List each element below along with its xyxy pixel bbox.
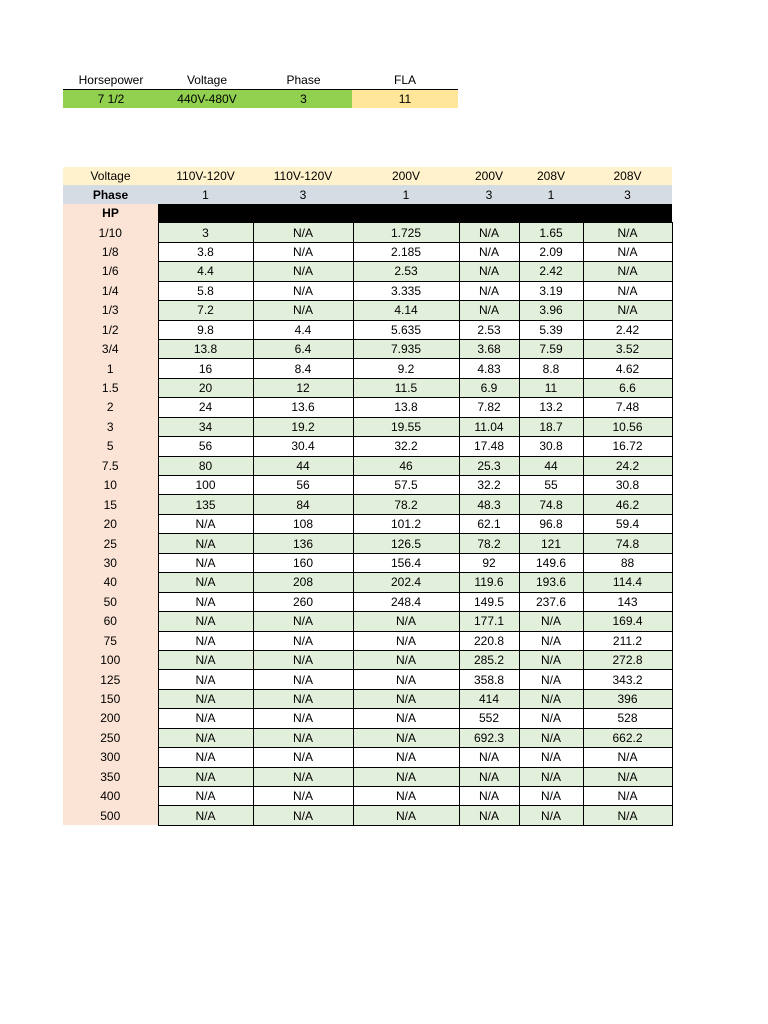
fla-value-cell: N/A	[253, 670, 353, 689]
hp-cell: 5	[63, 437, 158, 456]
fla-value-cell: 208	[253, 573, 353, 592]
table-row	[63, 476, 672, 495]
fla-header: FLA	[352, 71, 458, 90]
fla-value-cell: N/A	[158, 573, 253, 592]
fla-value-cell: N/A	[158, 689, 253, 708]
fla-value-cell: 2.53	[459, 320, 519, 339]
fla-value-cell: N/A	[253, 223, 353, 242]
fla-value-cell: N/A	[519, 631, 583, 650]
fla-value-cell: 114.4	[583, 573, 672, 592]
fla-value-cell: N/A	[158, 709, 253, 728]
fla-value-cell: 74.8	[583, 534, 672, 553]
fla-value-cell: 55	[519, 476, 583, 495]
fla-value-cell: 78.2	[353, 495, 459, 514]
fla-value-cell: N/A	[459, 281, 519, 300]
table-row	[63, 339, 672, 358]
table-row	[63, 495, 672, 514]
fla-value-cell: N/A	[353, 650, 459, 669]
fla-value-cell: N/A	[583, 281, 672, 300]
hp-cell: 40	[63, 573, 158, 592]
fla-value-cell: 84	[253, 495, 353, 514]
hp-cell: 2	[63, 398, 158, 417]
fla-value-cell: 4.4	[253, 320, 353, 339]
hp-cell: 20	[63, 514, 158, 533]
table-row	[63, 650, 672, 669]
fla-value-cell: 6.6	[583, 378, 672, 397]
fla-value-cell: 16.72	[583, 437, 672, 456]
fla-value-cell: 19.55	[353, 417, 459, 436]
fla-value-cell: 30.8	[519, 437, 583, 456]
fla-value-cell: N/A	[583, 262, 672, 281]
fla-value-cell: 108	[253, 514, 353, 533]
fla-value-cell: 2.42	[583, 320, 672, 339]
hp-cell: 10	[63, 476, 158, 495]
fla-value-cell: N/A	[253, 281, 353, 300]
table-row	[63, 262, 672, 281]
horsepower-input-cell[interactable]: 7 1/2	[63, 90, 159, 109]
fla-value-cell: 169.4	[583, 612, 672, 631]
fla-value-cell: N/A	[459, 262, 519, 281]
voltage-col-6: 208V	[583, 167, 672, 185]
fla-value-cell: 80	[158, 456, 253, 475]
horsepower-header: Horsepower	[63, 71, 159, 90]
hp-cell: 7.5	[63, 456, 158, 475]
fla-value-cell: N/A	[158, 592, 253, 611]
fla-value-cell: 5.39	[519, 320, 583, 339]
fla-value-cell: N/A	[253, 767, 353, 786]
fla-value-cell: 46	[353, 456, 459, 475]
fla-value-cell: 2.42	[519, 262, 583, 281]
fla-value-cell: 211.2	[583, 631, 672, 650]
fla-value-cell: N/A	[519, 689, 583, 708]
fla-value-cell: N/A	[519, 787, 583, 806]
fla-value-cell: 135	[158, 495, 253, 514]
table-row	[63, 437, 672, 456]
fla-value-cell: N/A	[519, 709, 583, 728]
fla-value-cell: N/A	[353, 806, 459, 825]
table-row	[63, 670, 672, 689]
hp-cell: 150	[63, 689, 158, 708]
fla-value-cell: N/A	[519, 806, 583, 825]
fla-value-cell: 2.09	[519, 242, 583, 261]
fla-value-cell: N/A	[253, 612, 353, 631]
fla-value-cell: 662.2	[583, 728, 672, 747]
table-row	[63, 378, 672, 397]
fla-value-cell: 414	[459, 689, 519, 708]
hp-cell: 60	[63, 612, 158, 631]
fla-value-cell: N/A	[519, 767, 583, 786]
table-row	[63, 748, 672, 767]
phase-col-1: 1	[158, 185, 253, 203]
fla-value-cell: 44	[519, 456, 583, 475]
hp-cell: 3	[63, 417, 158, 436]
fla-value-cell: 34	[158, 417, 253, 436]
fla-value-cell: 193.6	[519, 573, 583, 592]
fla-value-cell: 11.5	[353, 378, 459, 397]
fla-value-cell: 3.68	[459, 339, 519, 358]
fla-value-cell: 56	[253, 476, 353, 495]
fla-value-cell: 13.6	[253, 398, 353, 417]
fla-value-cell: 692.3	[459, 728, 519, 747]
fla-value-cell: N/A	[583, 223, 672, 242]
fla-value-cell: 100	[158, 476, 253, 495]
fla-value-cell: 19.2	[253, 417, 353, 436]
voltage-input-cell[interactable]: 440V-480V	[159, 90, 255, 109]
fla-value-cell: N/A	[158, 670, 253, 689]
fla-value-cell: N/A	[353, 709, 459, 728]
fla-value-cell: N/A	[353, 689, 459, 708]
fla-value-cell: 13.8	[158, 339, 253, 358]
fla-value-cell: N/A	[253, 748, 353, 767]
voltage-row-label: Voltage	[63, 167, 158, 185]
fla-value-cell: 177.1	[459, 612, 519, 631]
table-row	[63, 709, 672, 728]
fla-value-cell: N/A	[253, 806, 353, 825]
fla-result-cell: 11	[352, 90, 458, 109]
fla-value-cell: N/A	[253, 709, 353, 728]
fla-value-cell: 48.3	[459, 495, 519, 514]
fla-value-cell: N/A	[583, 242, 672, 261]
fla-value-cell: N/A	[253, 689, 353, 708]
fla-value-cell: 12	[253, 378, 353, 397]
fla-value-cell: N/A	[459, 806, 519, 825]
fla-value-cell: N/A	[459, 787, 519, 806]
phase-col-3: 1	[353, 185, 459, 203]
fla-value-cell: 6.9	[459, 378, 519, 397]
fla-value-cell: 7.935	[353, 339, 459, 358]
fla-value-cell: 24	[158, 398, 253, 417]
fla-value-cell: 119.6	[459, 573, 519, 592]
fla-value-cell: N/A	[158, 748, 253, 767]
fla-value-cell: 1.725	[353, 223, 459, 242]
fla-reference-table	[63, 167, 673, 826]
fla-value-cell: 126.5	[353, 534, 459, 553]
fla-value-cell: 121	[519, 534, 583, 553]
phase-col-5: 1	[519, 185, 583, 203]
fla-value-cell: 3.8	[158, 242, 253, 261]
voltage-header-row	[63, 167, 672, 185]
fla-value-cell: N/A	[353, 787, 459, 806]
fla-value-cell: 143	[583, 592, 672, 611]
fla-value-cell: N/A	[158, 806, 253, 825]
fla-value-cell: 2.53	[353, 262, 459, 281]
hp-cell: 75	[63, 631, 158, 650]
phase-col-6: 3	[583, 185, 672, 203]
fla-value-cell: 4.14	[353, 301, 459, 320]
fla-value-cell: 11	[519, 378, 583, 397]
fla-value-cell: N/A	[583, 767, 672, 786]
fla-value-cell: 92	[459, 553, 519, 572]
phase-header-row	[63, 185, 672, 203]
fla-value-cell: N/A	[459, 242, 519, 261]
fla-value-cell: 16	[158, 359, 253, 378]
fla-value-cell: 30.8	[583, 476, 672, 495]
fla-value-cell: 20	[158, 378, 253, 397]
fla-value-cell: N/A	[459, 748, 519, 767]
fla-value-cell: 160	[253, 553, 353, 572]
table-row	[63, 359, 672, 378]
table-row	[63, 728, 672, 747]
fla-value-cell: N/A	[353, 728, 459, 747]
fla-value-cell: N/A	[158, 534, 253, 553]
hp-cell: 50	[63, 592, 158, 611]
fla-value-cell: 9.2	[353, 359, 459, 378]
fla-value-cell: 6.4	[253, 339, 353, 358]
voltage-col-5: 208V	[519, 167, 583, 185]
fla-value-cell: 96.8	[519, 514, 583, 533]
table-row	[63, 767, 672, 786]
hp-header-row	[63, 204, 672, 223]
table-row	[63, 806, 672, 825]
fla-value-cell: 358.8	[459, 670, 519, 689]
table-row	[63, 301, 672, 320]
fla-value-cell: 74.8	[519, 495, 583, 514]
phase-input-cell[interactable]: 3	[255, 90, 352, 109]
hp-cell: 250	[63, 728, 158, 747]
fla-value-cell: 13.8	[353, 398, 459, 417]
fla-value-cell: N/A	[459, 301, 519, 320]
table-row	[63, 223, 672, 242]
voltage-header: Voltage	[159, 71, 255, 90]
fla-value-cell: 3.96	[519, 301, 583, 320]
fla-value-cell: N/A	[519, 748, 583, 767]
fla-value-cell: 4.83	[459, 359, 519, 378]
fla-value-cell: 88	[583, 553, 672, 572]
table-row	[63, 281, 672, 300]
fla-value-cell: N/A	[253, 301, 353, 320]
fla-value-cell: N/A	[353, 767, 459, 786]
fla-value-cell: N/A	[158, 514, 253, 533]
fla-value-cell: 10.56	[583, 417, 672, 436]
hp-cell: 200	[63, 709, 158, 728]
hp-cell: 25	[63, 534, 158, 553]
fla-value-cell: N/A	[519, 650, 583, 669]
fla-value-cell: N/A	[459, 767, 519, 786]
hp-cell: 1	[63, 359, 158, 378]
fla-value-cell: 1.65	[519, 223, 583, 242]
fla-value-cell: 528	[583, 709, 672, 728]
hp-cell: 1/2	[63, 320, 158, 339]
hp-column-label: HP	[63, 204, 158, 223]
fla-value-cell: N/A	[583, 787, 672, 806]
fla-value-cell: 59.4	[583, 514, 672, 533]
fla-value-cell: N/A	[583, 806, 672, 825]
table-row	[63, 787, 672, 806]
hp-cell: 30	[63, 553, 158, 572]
fla-value-cell: 237.6	[519, 592, 583, 611]
table-row	[63, 398, 672, 417]
fla-value-cell: N/A	[158, 767, 253, 786]
hp-cell: 125	[63, 670, 158, 689]
motor-selection-table	[63, 71, 458, 108]
fla-value-cell: 9.8	[158, 320, 253, 339]
table-row	[63, 612, 672, 631]
fla-value-cell: 8.8	[519, 359, 583, 378]
hp-cell: 400	[63, 787, 158, 806]
fla-value-cell: 3.19	[519, 281, 583, 300]
fla-value-cell: N/A	[353, 748, 459, 767]
fla-value-cell: 220.8	[459, 631, 519, 650]
fla-value-cell: 396	[583, 689, 672, 708]
fla-value-cell: N/A	[519, 670, 583, 689]
table-row	[63, 631, 672, 650]
fla-value-cell: N/A	[158, 787, 253, 806]
fla-value-cell: N/A	[253, 650, 353, 669]
fla-value-cell: 3.52	[583, 339, 672, 358]
table-row	[63, 592, 672, 611]
voltage-col-4: 200V	[459, 167, 519, 185]
fla-value-cell: 7.2	[158, 301, 253, 320]
fla-value-cell: 5.635	[353, 320, 459, 339]
fla-value-cell: 149.5	[459, 592, 519, 611]
hp-cell: 300	[63, 748, 158, 767]
fla-value-cell: N/A	[519, 728, 583, 747]
fla-value-cell: N/A	[158, 728, 253, 747]
voltage-col-3: 200V	[353, 167, 459, 185]
fla-value-cell: 56	[158, 437, 253, 456]
fla-value-cell: 44	[253, 456, 353, 475]
fla-value-cell: 62.1	[459, 514, 519, 533]
phase-header: Phase	[255, 71, 352, 90]
fla-value-cell: 156.4	[353, 553, 459, 572]
fla-value-cell: N/A	[353, 612, 459, 631]
fla-value-cell: 7.59	[519, 339, 583, 358]
table-row	[63, 573, 672, 592]
fla-value-cell: N/A	[253, 262, 353, 281]
voltage-col-1: 110V-120V	[158, 167, 253, 185]
table-row	[63, 689, 672, 708]
fla-value-cell: 24.2	[583, 456, 672, 475]
fla-value-cell: 11.04	[459, 417, 519, 436]
fla-value-cell: 260	[253, 592, 353, 611]
fla-value-cell: 30.4	[253, 437, 353, 456]
voltage-col-2: 110V-120V	[253, 167, 353, 185]
fla-value-cell: 248.4	[353, 592, 459, 611]
table-row	[63, 553, 672, 572]
hp-cell: 1/3	[63, 301, 158, 320]
hp-cell: 100	[63, 650, 158, 669]
fla-value-cell: 5.8	[158, 281, 253, 300]
table-row	[63, 242, 672, 261]
fla-value-cell: 17.48	[459, 437, 519, 456]
phase-col-2: 3	[253, 185, 353, 203]
fla-value-cell: N/A	[158, 612, 253, 631]
fla-value-cell: 2.185	[353, 242, 459, 261]
fla-value-cell: N/A	[459, 223, 519, 242]
hp-cell: 1/8	[63, 242, 158, 261]
fla-value-cell: 136	[253, 534, 353, 553]
hp-cell: 3/4	[63, 339, 158, 358]
fla-value-cell: 18.7	[519, 417, 583, 436]
fla-value-cell: 57.5	[353, 476, 459, 495]
fla-value-cell: 46.2	[583, 495, 672, 514]
hp-cell: 500	[63, 806, 158, 825]
fla-value-cell: N/A	[583, 748, 672, 767]
fla-value-cell: N/A	[353, 670, 459, 689]
fla-value-cell: N/A	[519, 612, 583, 631]
hp-cell: 350	[63, 767, 158, 786]
header-black-bar	[158, 204, 672, 223]
fla-value-cell: 32.2	[459, 476, 519, 495]
hp-cell: 1/10	[63, 223, 158, 242]
fla-value-cell: 78.2	[459, 534, 519, 553]
fla-value-cell: 4.62	[583, 359, 672, 378]
fla-value-cell: N/A	[253, 242, 353, 261]
fla-value-cell: 202.4	[353, 573, 459, 592]
fla-value-cell: 272.8	[583, 650, 672, 669]
hp-cell: 15	[63, 495, 158, 514]
hp-cell: 1.5	[63, 378, 158, 397]
fla-value-cell: N/A	[353, 631, 459, 650]
table-row	[63, 320, 672, 339]
fla-value-cell: 8.4	[253, 359, 353, 378]
table-row	[63, 417, 672, 436]
table-row	[63, 534, 672, 553]
fla-value-cell: N/A	[253, 728, 353, 747]
phase-col-4: 3	[459, 185, 519, 203]
fla-value-cell: 25.3	[459, 456, 519, 475]
fla-value-cell: 13.2	[519, 398, 583, 417]
hp-cell: 1/6	[63, 262, 158, 281]
fla-value-cell: N/A	[158, 553, 253, 572]
fla-value-cell: 285.2	[459, 650, 519, 669]
fla-value-cell: N/A	[583, 301, 672, 320]
fla-value-cell: 4.4	[158, 262, 253, 281]
fla-value-cell: 7.82	[459, 398, 519, 417]
table-row	[63, 456, 672, 475]
fla-value-cell: N/A	[158, 631, 253, 650]
fla-value-cell: N/A	[253, 631, 353, 650]
fla-value-cell: N/A	[253, 787, 353, 806]
table-row	[63, 514, 672, 533]
fla-value-cell: N/A	[158, 650, 253, 669]
fla-value-cell: 7.48	[583, 398, 672, 417]
fla-value-cell: 32.2	[353, 437, 459, 456]
fla-value-cell: 3.335	[353, 281, 459, 300]
fla-value-cell: 149.6	[519, 553, 583, 572]
hp-cell: 1/4	[63, 281, 158, 300]
fla-value-cell: 552	[459, 709, 519, 728]
fla-value-cell: 101.2	[353, 514, 459, 533]
phase-row-label: Phase	[63, 185, 158, 203]
fla-value-cell: 3	[158, 223, 253, 242]
fla-value-cell: 343.2	[583, 670, 672, 689]
